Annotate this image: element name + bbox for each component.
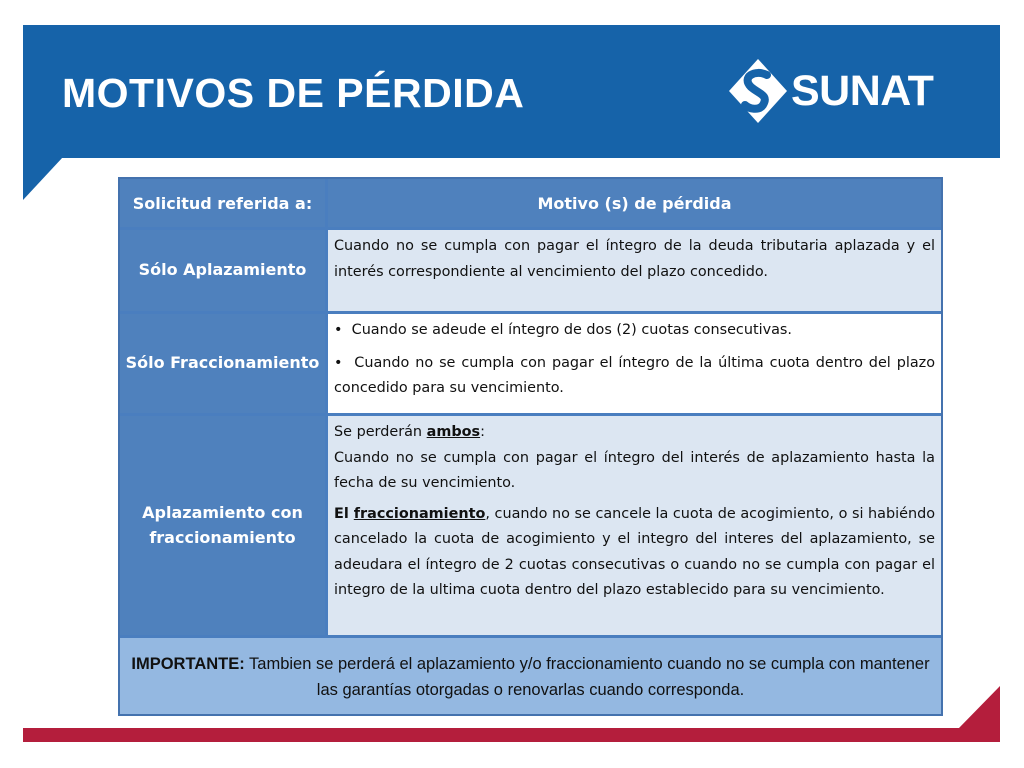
bullet-text-1: Cuando se adeude el íntegro de dos (2) cuotas consecutivas. bbox=[351, 322, 793, 338]
label-line-1: Aplazamiento con bbox=[142, 502, 303, 522]
text-2-rest: , cuando no se cancele la cuota de acogimiento, o si habiéndo cancelado la cuota de acogimiento y el integro del interes del aplazamiento, se adeudara el íntegro de 2 cuotas consecutivas o cuando no se cumpla con pagar el integro de la ultima cuota dentro del plazo establecido para su vencimiento. bbox=[334, 505, 936, 598]
row-text-aplazamiento-fraccionamiento bbox=[328, 416, 941, 635]
fraccionamiento-paragraph bbox=[334, 502, 935, 604]
header-banner-tail bbox=[23, 157, 63, 200]
list-item: • Cuando no se cumpla con pagar el íntegro de la última cuota dentro del plazo concedido para su vencimiento. bbox=[334, 354, 936, 396]
sunat-logo bbox=[727, 57, 933, 125]
footer-accent-bar bbox=[23, 728, 1000, 742]
important-note bbox=[120, 638, 941, 714]
motivos-table bbox=[118, 177, 943, 716]
label-line-2: fraccionamiento bbox=[149, 527, 296, 547]
footer-accent-triangle bbox=[958, 686, 1000, 729]
sunat-logo-text: SUNAT bbox=[791, 66, 934, 115]
sunat-s-diamond-icon bbox=[727, 57, 789, 125]
bullet-text-2: Cuando no se cumpla con pagar el íntegro de la última cuota dentro del plazo concedido para su vencimiento. bbox=[334, 354, 936, 396]
aplazamiento-paragraph: Cuando no se cumpla con pagar el íntegro del interés de aplazamiento hasta la fecha de su vencimiento. bbox=[334, 449, 935, 491]
text-2-prefix: El bbox=[334, 505, 354, 522]
row-label-aplazamiento: Sólo Aplazamiento bbox=[120, 230, 325, 311]
text-2-emphasis: fraccionamiento bbox=[353, 505, 486, 522]
row-text-fraccionamiento bbox=[328, 314, 941, 413]
intro-paragraph bbox=[334, 420, 935, 446]
important-label: IMPORTANTE: bbox=[131, 655, 245, 673]
important-text: Tambien se perderá el aplazamiento y/o fraccionamiento cuando no se cumpla con mantener las garantías otorgadas o renovarlas cuando corresponda. bbox=[244, 655, 930, 699]
intro-emphasis: ambos bbox=[426, 424, 481, 440]
list-item: • Cuando se adeude el íntegro de dos (2) cuotas consecutivas. bbox=[334, 322, 793, 338]
row-label-fraccionamiento: Sólo Fraccionamiento bbox=[120, 314, 325, 413]
intro-suffix: : bbox=[480, 424, 485, 440]
table-header-solicitud: Solicitud referida a: bbox=[120, 179, 325, 227]
table-header-motivo: Motivo (s) de pérdida bbox=[328, 179, 941, 227]
intro-prefix: Se perderán bbox=[334, 424, 427, 440]
row-text-aplazamiento: Cuando no se cumpla con pagar el íntegro de la deuda tributaria aplazada y el interés correspondiente al vencimiento del plazo concedido. bbox=[328, 230, 941, 311]
page-title: MOTIVOS DE PÉRDIDA bbox=[62, 70, 525, 116]
row-label-aplazamiento-fraccionamiento bbox=[120, 416, 325, 635]
